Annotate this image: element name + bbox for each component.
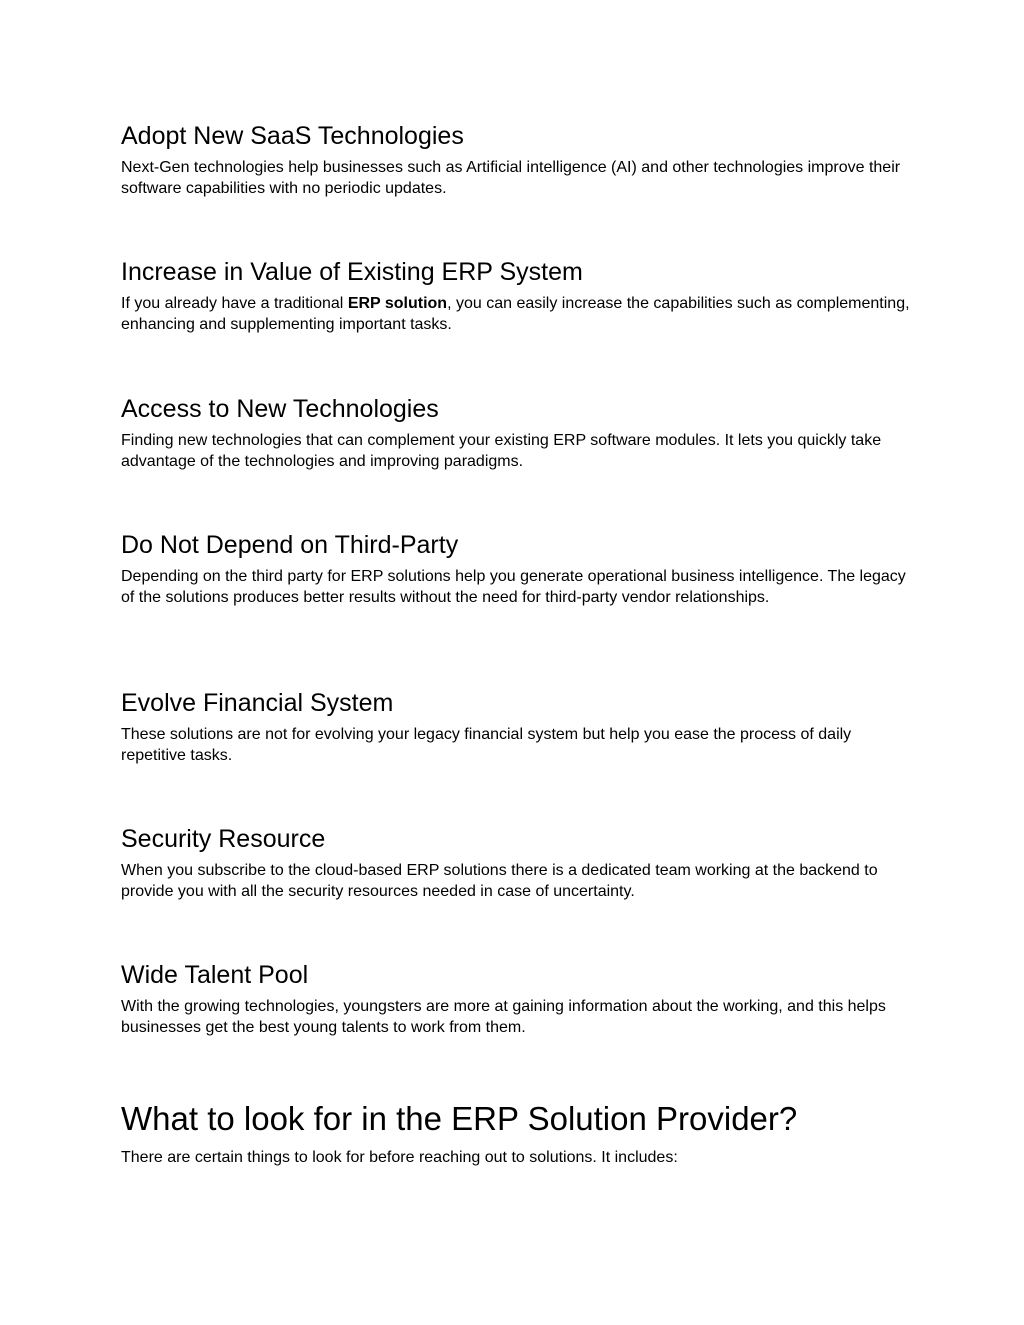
section-heading: Access to New Technologies	[121, 395, 439, 423]
section-body: With the growing technologies, youngsters are more at gaining information about the working, and this helps businesses get the best young talents to work from them.	[121, 998, 886, 1036]
section-access-new-tech	[121, 394, 911, 472]
section-talent-pool	[121, 960, 911, 1038]
section-heading: Security Resource	[121, 825, 326, 853]
section-body: These solutions are not for evolving your legacy financial system but help you ease the process of daily repetitive tasks.	[121, 726, 852, 764]
section-adopt-saas	[121, 121, 911, 199]
section-heading: Adopt New SaaS Technologies	[121, 122, 464, 150]
section-increase-value	[121, 257, 911, 335]
main-heading: What to look for in the ERP Solution Provider?	[121, 1100, 798, 1137]
section-evolve-financial	[121, 688, 911, 766]
section-security-resource	[121, 824, 911, 902]
section-heading: Wide Talent Pool	[121, 961, 309, 989]
body-text: If you already have a traditional	[121, 295, 348, 312]
section-body: When you subscribe to the cloud-based ERP solutions there is a dedicated team working at the backend to provide you with all the security resources needed in case of uncertainty.	[121, 862, 878, 900]
section-heading: Do Not Depend on Third-Party	[121, 531, 459, 559]
section-body: Finding new technologies that can complement your existing ERP software modules. It lets you quickly take advantage of the technologies and improving paradigms.	[121, 432, 882, 470]
section-what-to-look-for	[121, 1099, 911, 1168]
section-heading: Increase in Value of Existing ERP System	[121, 258, 583, 286]
section-body: There are certain things to look for before reaching out to solutions. It includes:	[121, 1149, 678, 1166]
section-body: Depending on the third party for ERP solutions help you generate operational business intelligence. The legacy of the solutions produces better results without the need for third-party vendor relationships.	[121, 568, 906, 606]
erp-solution-link: ERP solution	[347, 295, 448, 312]
section-body	[121, 293, 911, 335]
section-body: Next-Gen technologies help businesses such as Artificial intelligence (AI) and other technologies improve their software capabilities with no periodic updates.	[121, 159, 901, 197]
section-heading: Evolve Financial System	[121, 689, 394, 717]
body-text: , you can easily increase the capabilities such as complementing, enhancing and supplementing important tasks.	[121, 295, 910, 333]
section-third-party	[121, 530, 911, 608]
